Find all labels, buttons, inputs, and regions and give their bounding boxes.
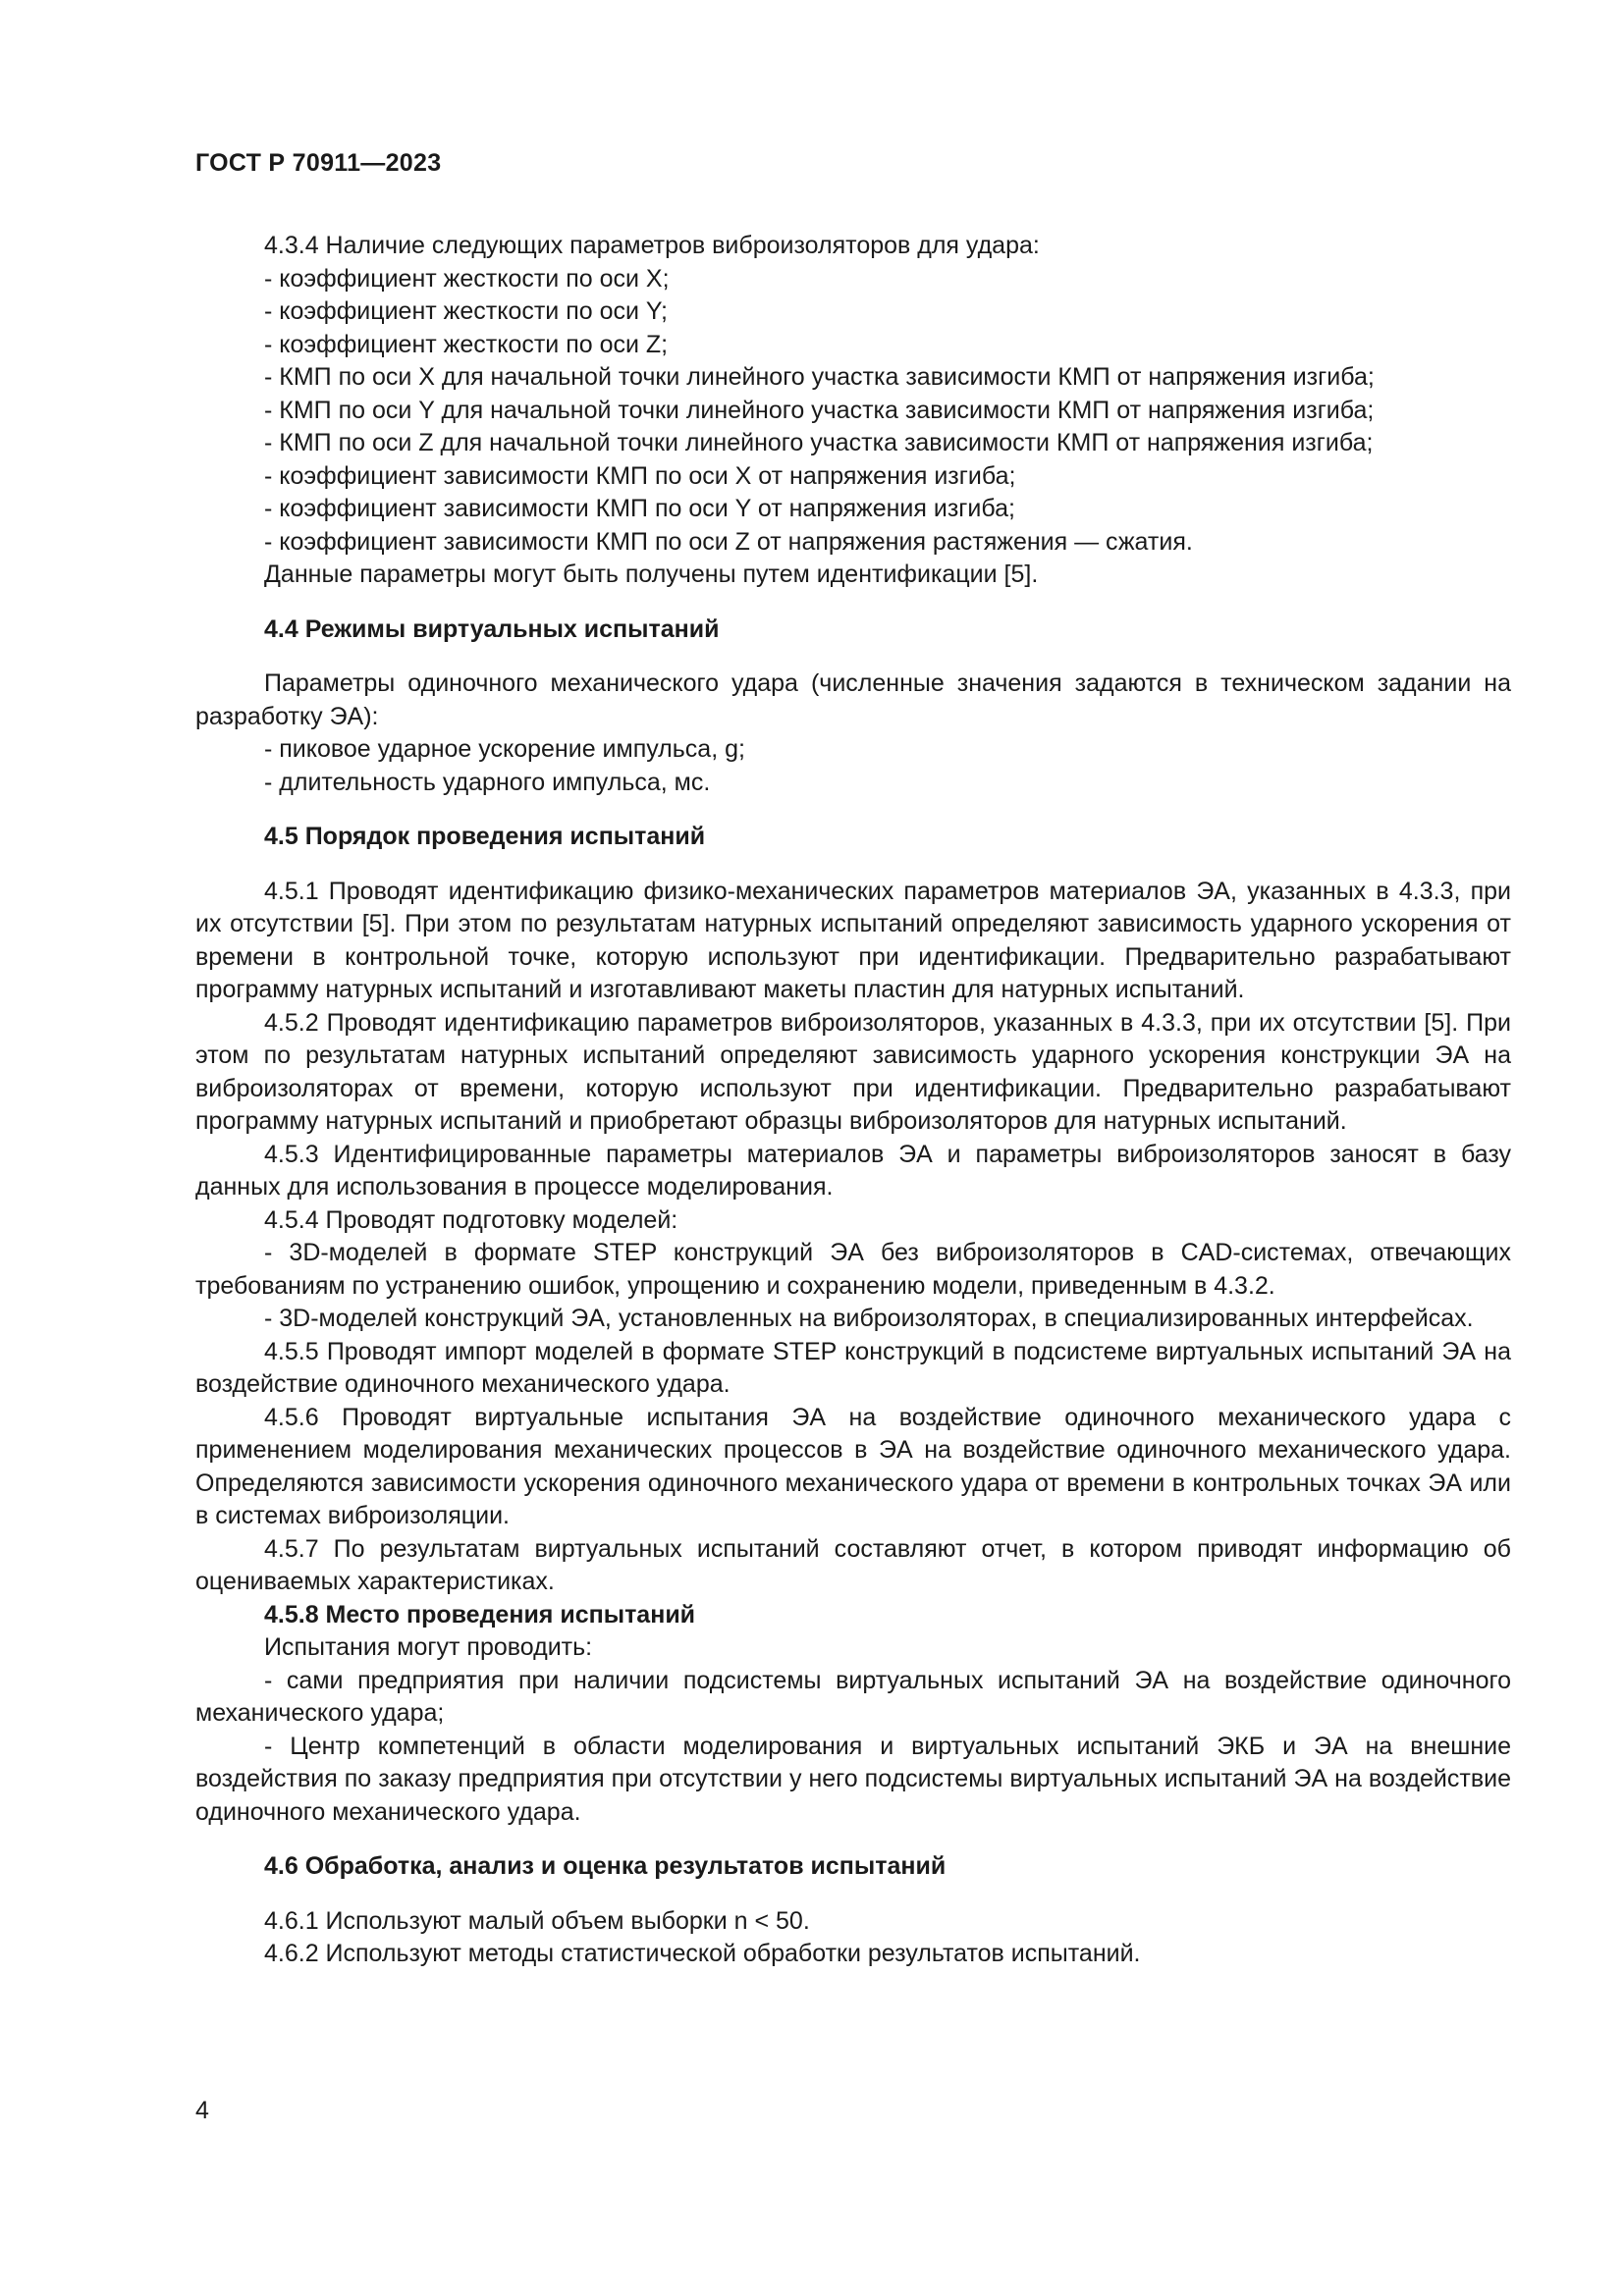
list-item: - коэффициент зависимости КМП по оси X от напряжения изгиба; [264, 461, 1016, 490]
list-item: - Центр компетенций в области моделирования и виртуальных испытаний ЭКБ и ЭА на внешние воздействия по заказу предприятия при отсутствии у него подсистемы виртуальных испытаний ЭА на воздействие одиночного механического удара. [195, 1732, 1511, 1826]
list-item: - 3D-моделей в формате STEP конструкций ЭА без виброизоляторов в CAD-системах, отвечающих требованиям по устранению ошибок, упрощению и сохранению модели, приведенным в 4.3.2. [195, 1239, 1511, 1300]
paragraph: Параметры одиночного механического удара (численные значения задаются в техническом задании на разработку ЭА): [195, 669, 1511, 730]
paragraph: 4.5.4 Проводят подготовку моделей: [264, 1205, 678, 1234]
list-item: - коэффициент жесткости по оси Y; [264, 297, 668, 325]
section-heading-4-6: 4.6 Обработка, анализ и оценка результатов испытаний [264, 1852, 947, 1880]
clause-note: Данные параметры могут быть получены путем идентификации [5]. [264, 561, 1039, 588]
paragraph: 4.5.5 Проводят импорт моделей в формате STEP конструкций в подсистеме виртуальных испытаний ЭА на воздействие одиночного механического удара. [195, 1337, 1511, 1398]
list-item: - коэффициент жесткости по оси X; [264, 264, 670, 293]
page-number: 4 [195, 2097, 209, 2124]
paragraph: Испытания могут проводить: [264, 1633, 593, 1661]
paragraph: 4.6.2 Используют методы статистической обработки результатов испытаний. [264, 1940, 1141, 1967]
list-item: - 3D-моделей конструкций ЭА, установленных на виброизоляторах, в специализированных интерфейсах. [264, 1305, 1474, 1332]
paragraph: 4.5.6 Проводят виртуальные испытания ЭА на воздействие одиночного механического удара с применением моделирования механических процессов в ЭА на воздействие одиночного механического удара. Определяются зависимости ускорения одиночного механического удара от времени в контрольных точках ЭА или в системах виброизоляции. [195, 1403, 1511, 1529]
list-item: - КМП по оси X для начальной точки линейного участка зависимости КМП от напряжения изгиба; [264, 363, 1375, 391]
list-item: - КМП по оси Z для начальной точки линейного участка зависимости КМП от напряжения изгиба; [264, 429, 1374, 456]
document-body [195, 230, 1511, 1971]
paragraph: 4.6.1 Используют малый объем выборки n < 50. [264, 1906, 810, 1935]
list-item: - сами предприятия при наличии подсистемы виртуальных испытаний ЭА на воздействие одиночного механического удара; [195, 1666, 1511, 1727]
list-item: - коэффициент зависимости КМП по оси Y от напряжения изгиба; [264, 495, 1015, 522]
list-item: - коэффициент зависимости КМП по оси Z от напряжения растяжения — сжатия. [264, 527, 1193, 556]
list-item: - пиковое ударное ускорение импульса, g; [264, 735, 745, 763]
section-heading-4-4: 4.4 Режимы виртуальных испытаний [264, 614, 720, 643]
section-heading-4-5: 4.5 Порядок проведения испытаний [264, 823, 706, 850]
paragraph: 4.5.3 Идентифицированные параметры материалов ЭА и параметры виброизоляторов заносят в базу данных для использования в процессе моделирования. [195, 1140, 1511, 1201]
list-item: - КМП по оси Y для начальной точки линейного участка зависимости КМП от напряжения изгиба; [264, 396, 1375, 424]
list-item: - коэффициент жесткости по оси Z; [264, 330, 669, 358]
list-item: - длительность ударного импульса, мс. [264, 768, 711, 796]
clause-4-3-4-intro: 4.3.4 Наличие следующих параметров виброизоляторов для удара: [264, 232, 1040, 259]
subsection-heading-4-5-8: 4.5.8 Место проведения испытаний [264, 1600, 696, 1629]
document-code: ГОСТ Р 70911—2023 [195, 149, 442, 177]
paragraph: 4.5.7 По результатам виртуальных испытаний составляют отчет, в котором приводят информацию об оцениваемых характеристиках. [195, 1534, 1511, 1595]
paragraph: 4.5.2 Проводят идентификацию параметров виброизоляторов, указанных в 4.3.3, при их отсутствии [5]. При этом по результатам натурных испытаний определяют зависимость ударного ускорения конструкции ЭА на виброизоляторах от времени, которую используют при идентификации. Предварительно разрабатывают программу натурных испытаний и приобретают образцы виброизоляторов для натурных испытаний. [195, 1008, 1511, 1135]
paragraph: 4.5.1 Проводят идентификацию физико-механических параметров материалов ЭА, указанных в 4.3.3, при их отсутствии [5]. При этом по результатам натурных испытаний определяют зависимость ударного ускорения от времени в контрольной точке, которую используют при идентификации. Предварительно разрабатывают программу натурных испытаний и изготавливают макеты пластин для натурных испытаний. [195, 877, 1511, 1003]
